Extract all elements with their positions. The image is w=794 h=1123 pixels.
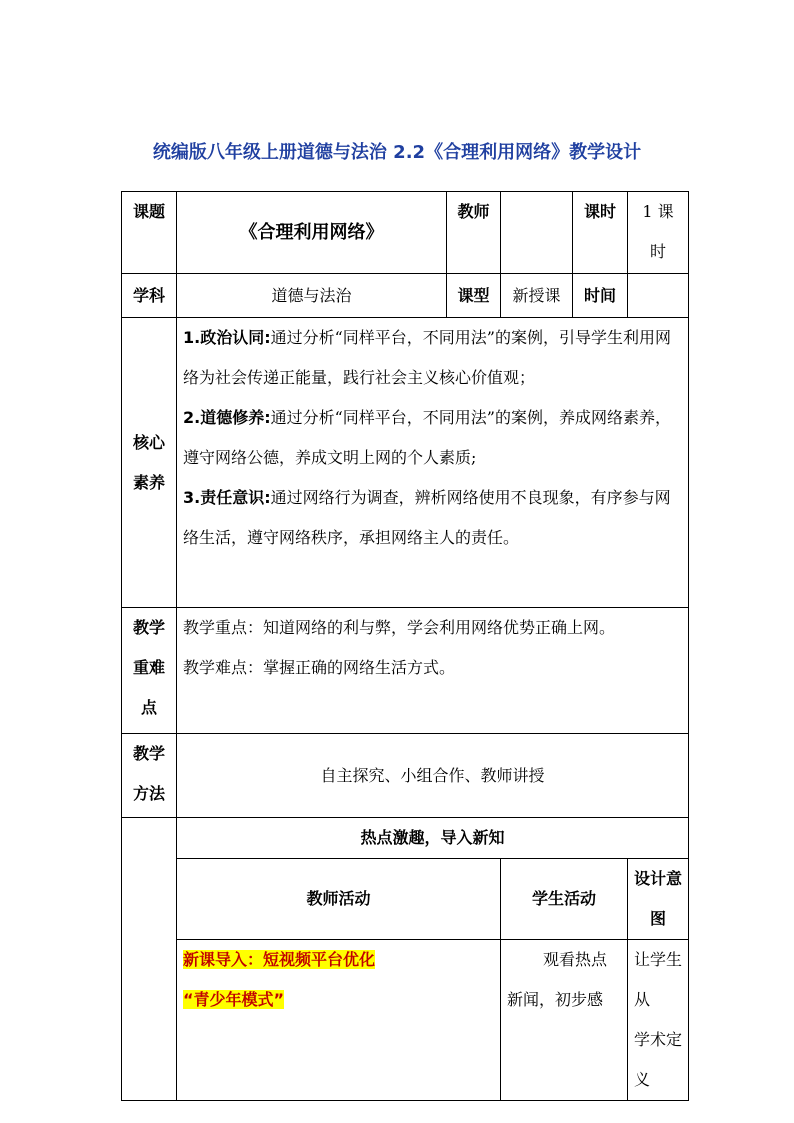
- subject-label: 学科: [122, 274, 177, 318]
- hours-value-line2: 时: [649, 242, 666, 261]
- method-label-line2: 方法: [132, 784, 165, 803]
- design-intent-line1: 让学生从: [634, 950, 683, 1009]
- col-design-intent: 设计意图: [628, 859, 689, 940]
- teacher-activity-text2: “青少年模式”: [183, 990, 285, 1009]
- focus-label-line3: 点: [140, 698, 157, 717]
- core-item-head: 3.责任意识:: [183, 488, 271, 507]
- teacher-activity-text1: 新课导入：短视频平台优化: [183, 950, 376, 969]
- method-label-line1: 教学: [132, 744, 165, 763]
- hours-value: [628, 192, 689, 274]
- row-section-title: [122, 818, 689, 859]
- row-subject: [122, 274, 689, 318]
- teacher-activity-line1: [183, 940, 494, 980]
- core-item-2: [183, 398, 682, 478]
- focus-content: [177, 608, 689, 734]
- core-label-line1: 核心: [132, 432, 165, 452]
- key-point: 教学重点：知道网络的利与弊，学会利用网络优势正确上网。: [183, 618, 616, 637]
- subject-value: 道德与法治: [177, 274, 447, 318]
- hours-label: 课时: [573, 192, 628, 274]
- method-label: [122, 734, 177, 818]
- difficulty: 教学难点：掌握正确的网络生活方式。: [183, 658, 456, 677]
- teacher-value: [501, 192, 573, 274]
- core-item-text: 通过分析“同样平台，不同用法”的案例，引导学生利用网络为社会传递正能量，践行社会主义核心价值观；: [183, 328, 671, 387]
- row-core-literacy: [122, 318, 689, 608]
- core-item-1: [183, 318, 682, 398]
- core-item-head: 1.政治认同:: [183, 328, 271, 347]
- teacher-activity-line2: [183, 980, 494, 1020]
- core-content: [177, 318, 689, 608]
- core-item-head: 2.道德修养:: [183, 408, 271, 427]
- student-activity-line2: 新闻，初步感: [507, 990, 604, 1009]
- core-label-line2: 素养: [132, 472, 165, 492]
- row-key-points: [122, 608, 689, 734]
- col-teacher-activity: 教师活动: [177, 859, 501, 940]
- focus-label-line2: 重难: [132, 658, 165, 677]
- core-item-text: 通过分析“同样平台，不同用法”的案例，养成网络素养，遵守网络公德，养成文明上网的个人素质;: [183, 408, 671, 467]
- time-value: [628, 274, 689, 318]
- core-item-3: [183, 478, 682, 558]
- core-item-text: 通过网络行为调查，辨析网络使用不良现象，有序参与网络生活，遵守网络秩序，承担网络主人的责任。: [183, 488, 671, 547]
- teacher-label: 教师: [447, 192, 501, 274]
- row-topic: [122, 192, 689, 274]
- process-side-cell: [122, 818, 177, 1101]
- row-process-header: [122, 859, 689, 940]
- document-title: 统编版八年级上册道德与法治 2.2《合理利用网络》教学设计: [152, 142, 642, 163]
- focus-label: [122, 608, 177, 734]
- focus-label-line1: 教学: [132, 618, 165, 637]
- hours-value-line1: 1 课: [642, 202, 674, 221]
- design-intent-line2: 学术定义: [634, 1030, 683, 1089]
- time-label: 时间: [573, 274, 628, 318]
- student-activity-line1: 观看热点: [543, 950, 608, 969]
- topic-value: 《合理利用网络》: [177, 192, 447, 274]
- type-value: 新授课: [501, 274, 573, 318]
- design-intent: [628, 940, 689, 1101]
- core-label: [122, 318, 177, 608]
- section-title: 热点激趣，导入新知: [177, 818, 689, 859]
- lesson-plan-table: [121, 191, 689, 1101]
- row-method: [122, 734, 689, 818]
- type-label: 课型: [447, 274, 501, 318]
- topic-label: 课题: [122, 192, 177, 274]
- student-activity: [501, 940, 628, 1101]
- row-process-content: [122, 940, 689, 1101]
- method-value: 自主探究、小组合作、教师讲授: [177, 734, 689, 818]
- teacher-activity: [177, 940, 501, 1101]
- col-student-activity: 学生活动: [501, 859, 628, 940]
